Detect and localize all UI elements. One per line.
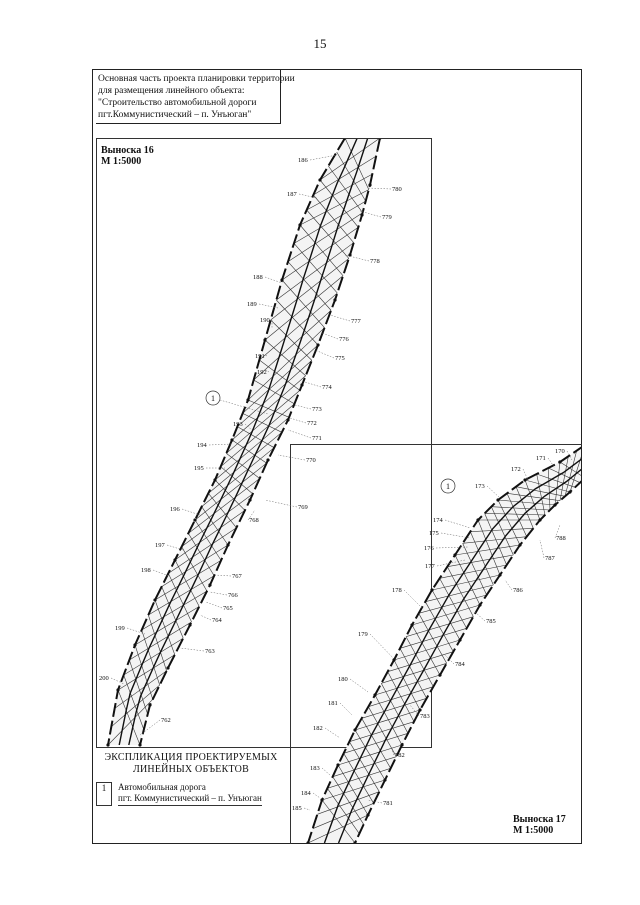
road16-vertex (173, 558, 176, 561)
map17-right-label: 784 (455, 661, 465, 668)
object-marker-label: 1 (211, 394, 215, 403)
legend (96, 752, 286, 806)
road16-fill (108, 138, 380, 745)
road17-vertex (366, 813, 369, 816)
map17-left-label: 171 (536, 455, 546, 462)
map16-left-label: 190 (260, 317, 270, 324)
road17-vertex (523, 478, 526, 481)
map17-left-label: 178 (392, 587, 402, 594)
map16-right-label: 766 (228, 592, 238, 599)
road17-vertex (583, 443, 586, 446)
legend-item (96, 782, 286, 806)
legend-item-line1: Автомобильная дорога (118, 782, 206, 792)
map17-left-label: 175 (429, 530, 439, 537)
road17-vertex (568, 490, 571, 493)
road16-vertex (263, 338, 266, 341)
road16-vertex (106, 743, 109, 746)
road16-vertex (226, 543, 229, 546)
callout-16-scale: М 1:5000 (101, 156, 142, 167)
road17-vertex (306, 841, 309, 844)
road17-vertex (453, 553, 456, 556)
title-line: "Строительство автомобильной дороги (98, 98, 257, 108)
road17-vertex (558, 460, 561, 463)
road17-vertex (518, 543, 521, 546)
road16-vertex (230, 438, 233, 441)
road17-vertex (353, 841, 356, 844)
road16-vertex (286, 418, 289, 421)
map16-left-label: 192 (257, 369, 267, 376)
map16-right-label: 762 (161, 717, 171, 724)
map17-left-label: 177 (425, 563, 435, 570)
map16-left-label: 196 (170, 506, 180, 513)
road16-vertex (248, 498, 251, 501)
map17-left-label: 170 (555, 448, 565, 455)
road17-vertex (553, 503, 556, 506)
map16-right-label: 776 (339, 336, 349, 343)
map16-right-label: 764 (212, 617, 222, 624)
map17-left-label: 180 (338, 676, 348, 683)
page-number: 15 (313, 36, 327, 51)
road16-vertex (166, 666, 169, 669)
road16-vertex (280, 278, 283, 281)
road17-vertex (383, 778, 386, 781)
road17-vertex (538, 518, 541, 521)
map16-right-label: 774 (322, 384, 332, 391)
road16-vertex (368, 183, 371, 186)
road17-vertex (400, 743, 403, 746)
map17-right-label: 788 (556, 535, 566, 542)
map16-right-label: 779 (382, 214, 392, 221)
road16-vertex (148, 703, 151, 706)
map17-left-label: 172 (511, 466, 521, 473)
map16-left-label: 188 (253, 274, 263, 281)
map16-right-label: 777 (351, 318, 361, 325)
map16-left-label: 200 (99, 675, 109, 682)
road17-vertex (498, 573, 501, 576)
map17-left-label: 182 (313, 725, 323, 732)
legend-item-description (118, 782, 262, 806)
road17-vertex (458, 638, 461, 641)
map16-right-label: 765 (223, 605, 233, 612)
road16-vertex (116, 688, 119, 691)
map17-left-label: 184 (301, 790, 311, 797)
map16-right-label: 768 (249, 517, 259, 524)
map16-left-label: 197 (155, 542, 165, 549)
road16-vertex (343, 136, 346, 139)
road17-vertex (476, 518, 479, 521)
map17-left-label: 185 (292, 805, 302, 812)
road17-vertex (353, 728, 356, 731)
road16-vertex (318, 178, 321, 181)
road16-vertex (208, 583, 211, 586)
title-line: пгт.Коммунистический – п. Унъюган" (98, 110, 252, 120)
road17-vertex (336, 763, 339, 766)
road16-vertex (246, 398, 249, 401)
map16-left-label: 193 (233, 421, 243, 428)
map16-right-label: 771 (312, 435, 322, 442)
legend-title-line2: ЛИНЕЙНЫХ ОБЪЕКТОВ (133, 764, 249, 775)
road16-vertex (133, 643, 136, 646)
map16-right-label: 780 (392, 186, 402, 193)
road17-vertex (418, 708, 421, 711)
callout-17-scale: М 1:5000 (513, 825, 554, 836)
map17-right-label: 785 (486, 618, 496, 625)
road16-vertex (266, 458, 269, 461)
road16-vertex (298, 223, 301, 226)
map16-right-label: 772 (307, 420, 317, 427)
road17-vertex (478, 603, 481, 606)
road17-vertex (430, 588, 433, 591)
title-line: Основная часть проекта планировки территории (98, 74, 295, 84)
road16-vertex (193, 518, 196, 521)
road17-vertex (392, 658, 395, 661)
road16-vertex (213, 478, 216, 481)
road16-vertex (300, 383, 303, 386)
road17-vertex (496, 498, 499, 501)
map16-left-label: 186 (298, 157, 308, 164)
map16-left-label: 191 (255, 353, 265, 360)
road-corridor-17 (306, 443, 586, 844)
map16-right-label: 769 (298, 504, 308, 511)
map17-left-label: 183 (310, 765, 320, 772)
callout-17-title: Выноска 17 (513, 814, 566, 825)
map16-left-label: 198 (141, 567, 151, 574)
map16-left-label: 199 (115, 625, 125, 632)
map16-right-label: 775 (335, 355, 345, 362)
road16-vertex (348, 253, 351, 256)
callout-16-title: Выноска 16 (101, 145, 154, 156)
map16-right-label: 770 (306, 457, 316, 464)
legend-item-number: 1 (96, 782, 112, 806)
road16-vertex (188, 623, 191, 626)
map16-left-label: 195 (194, 465, 204, 472)
legend-item-line2: пгт. Коммунистический – п. Унъюган (118, 793, 262, 803)
map17-left-label: 173 (475, 483, 485, 490)
map17-right-label: 786 (513, 587, 523, 594)
map16-right-label: 778 (370, 258, 380, 265)
road16-vertex (138, 743, 141, 746)
road17-vertex (410, 623, 413, 626)
road17-vertex (320, 798, 323, 801)
map17-right-label: 783 (420, 713, 430, 720)
road17-vertex (438, 673, 441, 676)
map16-left-label: 194 (197, 442, 207, 449)
road17-vertex (373, 693, 376, 696)
object-marker-17 (441, 479, 455, 493)
map16-left-label: 189 (247, 301, 257, 308)
road-corridor-16 (106, 136, 381, 746)
road16-vertex (378, 136, 381, 139)
map17-right-label: 787 (545, 555, 555, 562)
map16-right-label: 763 (205, 648, 215, 655)
map17-left-label: 176 (424, 545, 434, 552)
map17-left-label: 174 (433, 517, 443, 524)
road16-vertex (333, 298, 336, 301)
map16-right-label: 773 (312, 406, 322, 413)
road17-vertex (583, 476, 586, 479)
legend-title (96, 752, 286, 776)
road16-vertex (316, 343, 319, 346)
map17-right-label: 782 (395, 752, 405, 759)
road16-vertex (153, 598, 156, 601)
map17-right-label: 781 (383, 800, 393, 807)
object-marker-17-label: 1 (446, 482, 450, 491)
road16-vertex (360, 213, 363, 216)
map16-right-label: 767 (232, 573, 242, 580)
title-line: для размещения линейного объекта: (98, 86, 245, 96)
legend-title-line1: ЭКСПЛИКАЦИЯ ПРОЕКТИРУЕМЫХ (104, 752, 278, 763)
map17-left-label: 179 (358, 631, 368, 638)
map17-left-label: 181 (328, 700, 338, 707)
map16-left-label: 187 (287, 191, 297, 198)
